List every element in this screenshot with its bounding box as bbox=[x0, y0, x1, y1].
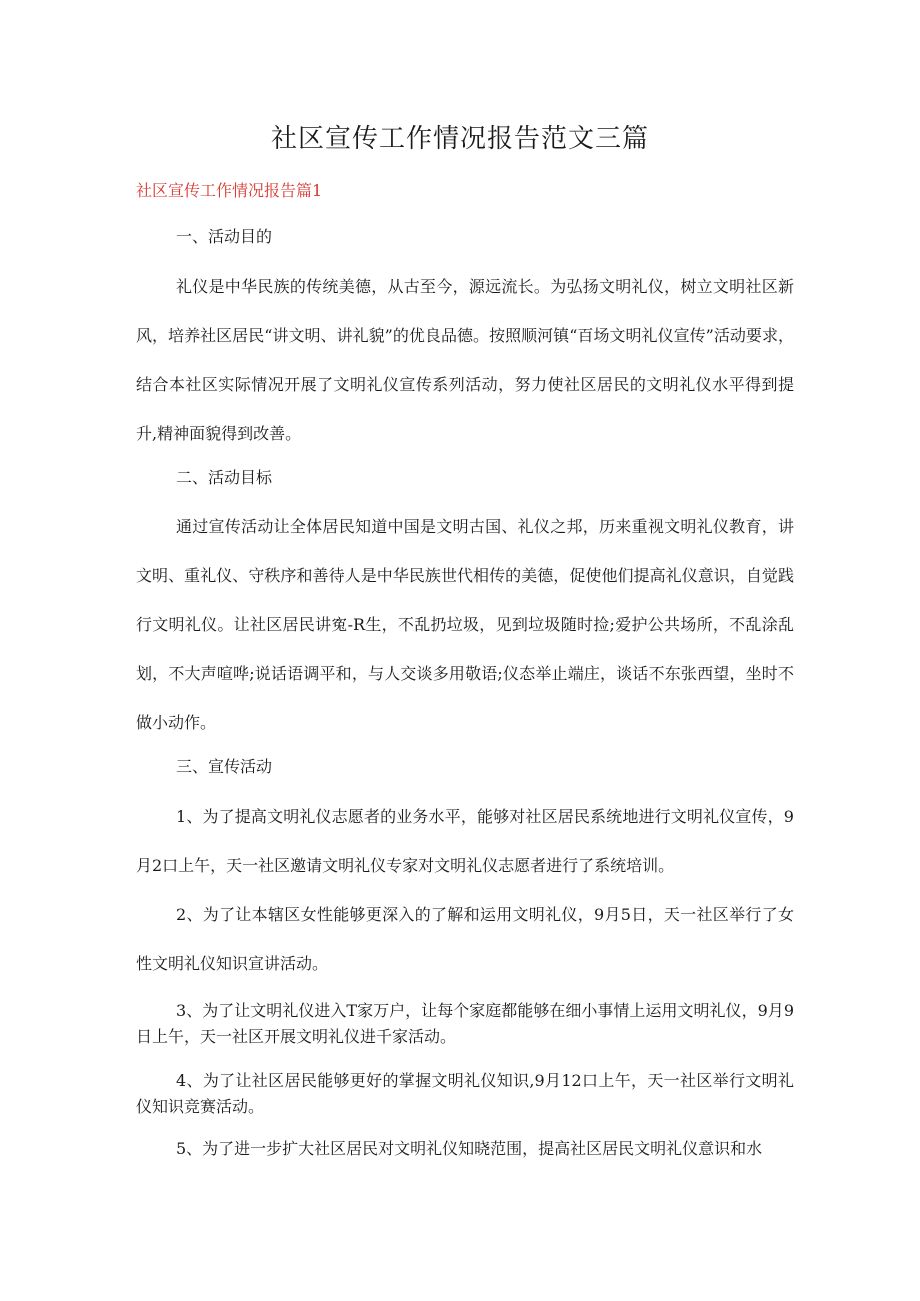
section-heading-activities: 三、宣传活动 bbox=[176, 757, 273, 776]
activity-item-2: 2、为了让本辖区女性能够更深入的了解和运用文明礼仪，9月5日，天一社区举行了女性文明礼仪知识宣讲活动。 bbox=[136, 905, 794, 973]
activity-item-3: 3、为了让文明礼仪进入T家万户，让每个家庭都能够在细小事情上运用文明礼仪，9月9日上午，天一社区开展文明礼仪进千家活动。 bbox=[136, 1001, 794, 1046]
report-subtitle: 社区宣传工作情况报告篇1 bbox=[136, 181, 323, 200]
document-title: 社区宣传工作情况报告范文三篇 bbox=[270, 124, 649, 154]
activity-item-1: 1、为了提高文明礼仪志愿者的业务水平，能够对社区居民系统地进行文明礼仪宣传，9月2口上午，天一社区邀请文明礼仪专家对文明礼仪志愿者进行了系统培训。 bbox=[136, 807, 794, 875]
paragraph-goals: 通过宣传活动让全体居民知道中国是文明古国、礼仪之邦，历来重视文明礼仪教育，讲文明、重礼仪、守秩序和善待人是中华民族世代相传的美德，促使他们提高礼仪意识，自觉践行文明礼仪。让社区居民讲寃-R生，不乱扔垃圾，见到垃圾随时捡;爱护公共场所，不乱涂乱划，不大声喧哗;说话语调平和，与人交谈多用敬语;仪态举止端庄，谈话不东张西望，坐时不做小动作。 bbox=[136, 517, 794, 732]
paragraph-purpose: 礼仪是中华民族的传统美德，从古至今，源远流长。为弘扬文明礼仪，树立文明社区新风，培养社区居民“讲文明、讲礼貌”的优良品德。按照顺河镇“百场文明礼仪宣传”活动要求，结合本社区实际情况开展了文明礼仪宣传系列活动，努力使社区居民的文明礼仪水平得到提升,精神面貌得到改善。 bbox=[136, 277, 794, 443]
section-heading-purpose: 一、活动目的 bbox=[176, 227, 273, 246]
section-heading-goals: 二、活动目标 bbox=[176, 468, 273, 487]
activity-item-4: 4、为了让社区居民能够更好的掌握文明礼仪知识,9月12口上午，天一社区举行文明礼仪知识竞赛活动。 bbox=[136, 1071, 794, 1116]
activity-item-5: 5、为了进一步扩大社区居民对文明礼仪知晓范围，提高社区居民文明礼仪意识和水 bbox=[176, 1139, 763, 1158]
